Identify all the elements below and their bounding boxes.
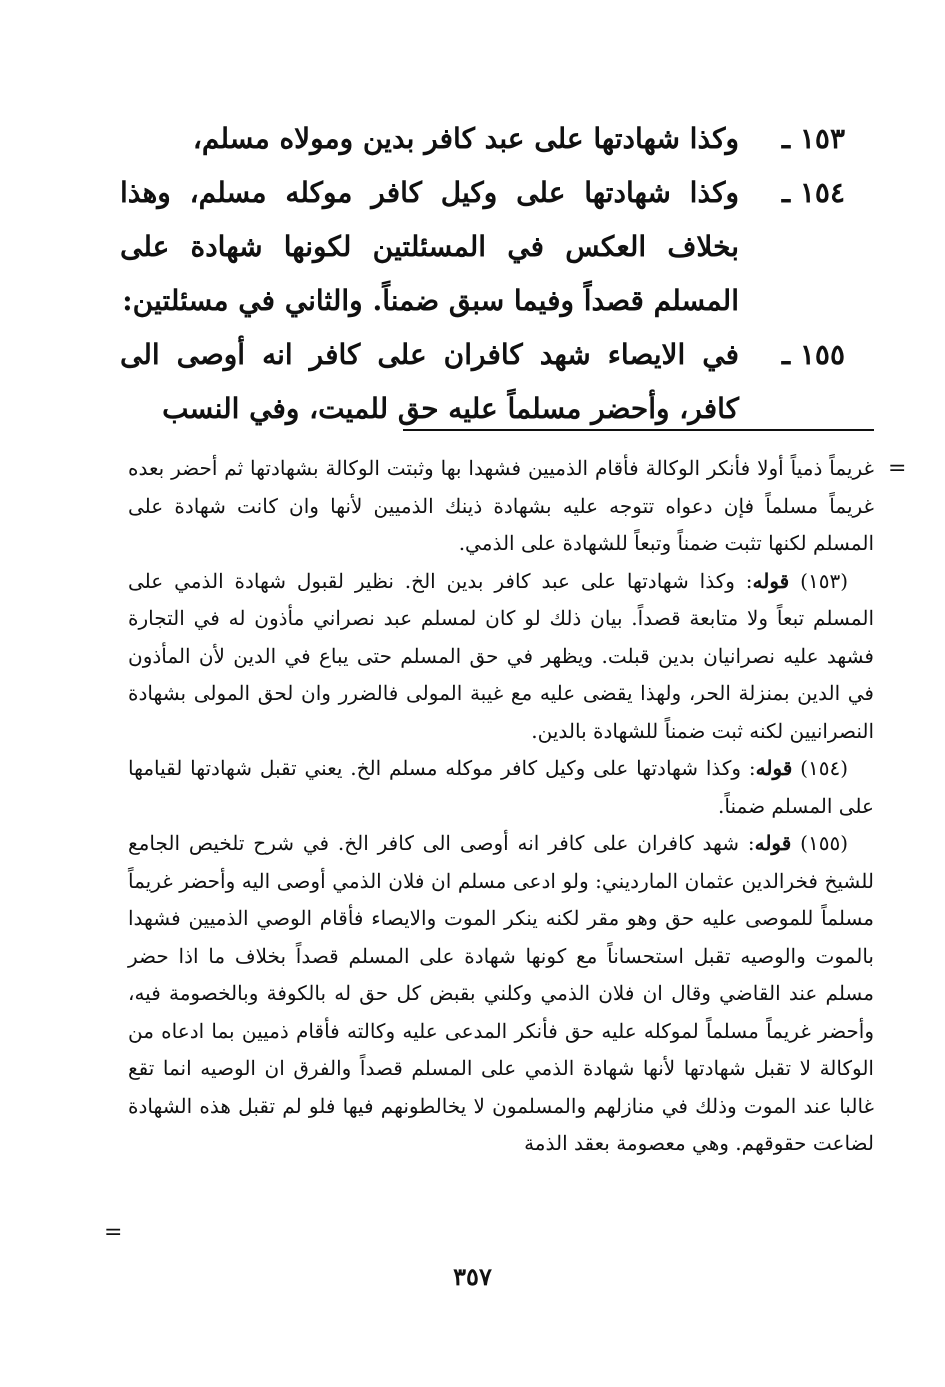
footnote-keyword: قوله: [755, 756, 793, 780]
main-text-block: [120, 112, 845, 436]
entry-text: وكذا شهادتها على وكيل كافر موكله مسلم، وهذا بخلاف العكس في المسئلتين لكونها شهادة على المسلم قصداً وفيما سبق ضمناً. والثاني في مسئلتين:: [120, 176, 739, 317]
footnote-154: [128, 750, 874, 825]
entry-number: ١٥٥ ـ: [781, 338, 845, 371]
footnote-153: [128, 563, 874, 751]
footnote-separator-rule: [403, 429, 874, 431]
footnote-keyword: قوله: [752, 568, 790, 593]
continuation-mark-start: =: [888, 456, 907, 481]
footnotes-block: [128, 450, 874, 1163]
entry-number: ١٥٤ ـ: [781, 176, 845, 209]
footnote-number: (١٥٣): [800, 568, 848, 593]
main-entry: [120, 166, 845, 328]
page-number: ٣٥٧: [453, 1262, 492, 1291]
footnote-continuation: غريماً ذمياً أولا فأنكر الوكالة فأقام الذميين فشهدا بها وثبتت الوكالة بشهادتها ثم أحضر بعده غريماً مسلماً فإن دعواه تتوجه عليه بشهادة ذينك الذميين لأنها وان كانت شهادة على المسلم لكنها تثبت ضمناً وتبعاً للشهادة على الذمي.: [128, 456, 874, 555]
footnote-155: [128, 825, 874, 1163]
footnote-text: : وكذا شهادتها على وكيل كافر موكله مسلم الخ. يعني تقبل شهادتها لقيامها على المسلم ضمناً.: [128, 756, 874, 818]
entry-number: ١٥٣ ـ: [781, 122, 845, 155]
footnote-number: (١٥٥): [800, 831, 848, 855]
main-entry: [120, 112, 845, 166]
continuation-mark-end: =: [104, 1220, 123, 1245]
entry-text: وكذا شهادتها على عبد كافر بدين ومولاه مسلم،: [192, 122, 739, 155]
footnote-number: (١٥٤): [800, 756, 849, 780]
footnote-text: : شهد كافران على كافر انه أوصى الى كافر الخ. في شرح تلخيص الجامع للشيخ فخرالدين عثمان المارديني: ولو ادعى مسلم ان فلان الذمي أوصى اليه وأحضر غريماً مسلماً للموصى عليه حق وهو مقر لكنه ينكر الموت والايصاء فأقام الوصي الذميين فشهدا بالموت والوصيه تقبل استحساناً مع كونها شهادة على المسلم قصداً بخلاف ما اذا حضر مسلم عند القاضي وقال ان فلان الذمي وكلني بقبض كل حق له بالكوفة وبالخصومة فيه، وأحضر غريماً مسلماً لموكله عليه حق فأنكر المدعى عليه وكالته فأقام ذميين بما ادعاه من الوكالة لا تقبل شهادتها لأنها شهادة الذمي على المسلم قصداً والفرق ان الوصيه انما تقع غالبا عند الموت وذلك في منازلهم والمسلمون لا يخالطونهم فيها فلو لم تقبل هذه الشهادة لضاعت حقوقهم. وهي معصومة بعقد الذمة: [128, 831, 874, 1155]
footnote-keyword: قوله: [754, 831, 792, 855]
footnote-text: : وكذا شهادتها على عبد كافر بدين الخ. نظير لقبول شهادة الذمي على المسلم تبعاً ولا متابعة قصداً. بيان ذلك لو كان لمسلم عبد نصراني مأذون له في التجارة فشهد عليه نصرانيان بدين قبلت. ويظهر في حق المسلم حتى يباع في الدين لأن المأذون في الدين بمنزلة الحر، ولهذا يقضى عليه مع غيبة المولى فالضرر وان لحق المولى بشهادة النصرانيين لكنه ثبت ضمناً للشهادة بالدين.: [128, 568, 874, 743]
entry-text: في الايصاء شهد كافران على كافر انه أوصى الى كافر، وأحضر مسلماً عليه حق للميت، وفي النسب: [120, 338, 739, 425]
main-entry: [120, 328, 845, 436]
